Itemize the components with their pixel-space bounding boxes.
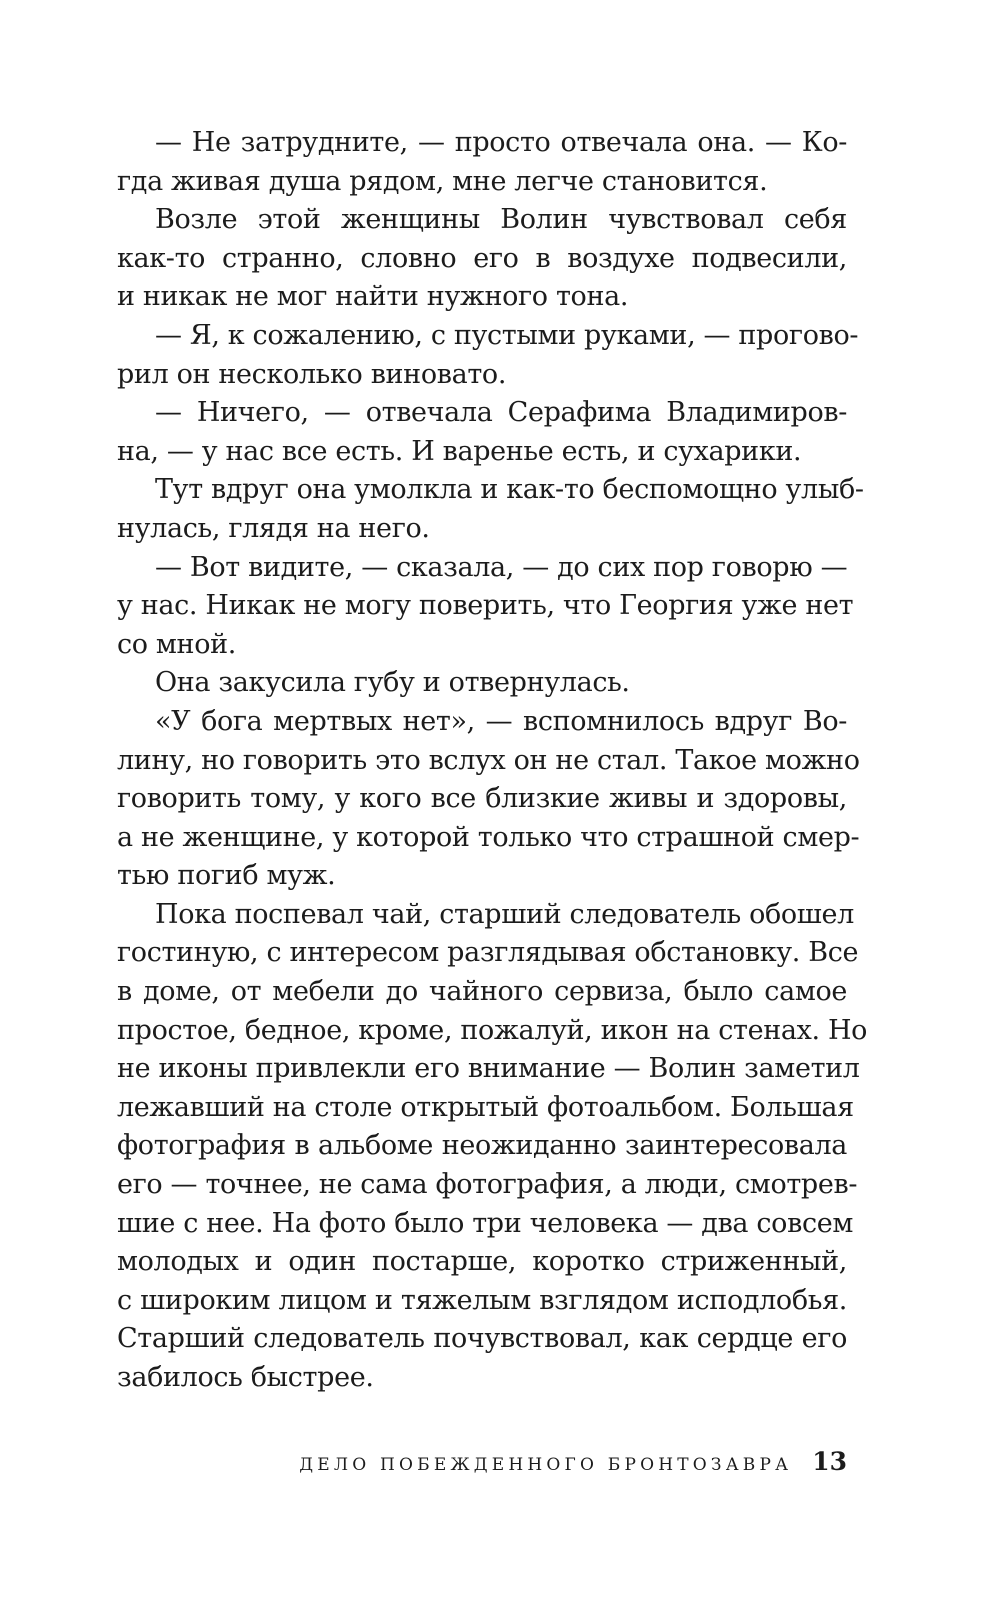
text-line: Она закусила губу и отвернулась. xyxy=(155,667,630,699)
text-line: с широким лицом и тяжелым взглядом исподлобья. xyxy=(117,1284,847,1316)
text-line: — Не затрудните, — просто отвечала она. — Ко- xyxy=(155,127,847,158)
text-line: тью погиб муж. xyxy=(117,860,336,892)
text-line: простое, бедное, кроме, пожалуй, икон на стенах. Но xyxy=(117,1014,868,1046)
text-line: рил он несколько виновато. xyxy=(117,358,507,390)
text-line: со мной. xyxy=(117,628,236,660)
text-line: а не женщине, у которой только что страшной смер- xyxy=(117,821,860,853)
text-line: забилось быстрее. xyxy=(117,1362,374,1393)
text-line: у нас. Никак не могу поверить, что Георгия уже нет xyxy=(117,590,854,622)
text-line: лину, но говорить это вслух он не стал. Такое можно xyxy=(117,744,860,776)
text-line: — Я, к сожалению, с пустыми руками, — прогово- xyxy=(155,319,859,351)
page-footer xyxy=(250,1447,847,1487)
running-title: ДЕЛО ПОБЕЖДЕННОГО БРОНТОЗАВРА xyxy=(299,1455,793,1475)
text-line: как-то странно, словно его в воздухе подвесили, xyxy=(117,242,847,274)
text-line: говорить тому, у кого все близкие живы и здоровы, xyxy=(117,783,847,815)
text-line: Тут вдруг она умолкла и как-то беспомощно улыб- xyxy=(155,474,864,506)
body-text xyxy=(117,124,868,1398)
text-line: Возле этой женщины Волин чувствовал себя xyxy=(155,204,847,236)
page-number: 13 xyxy=(812,1447,847,1476)
text-line: лежавший на столе открытый фотоальбом. Большая xyxy=(117,1091,854,1123)
text-line: его — точнее, не сама фотография, а люди, смотрев- xyxy=(117,1169,858,1201)
text-line: не иконы привлекли его внимание — Волин заметил xyxy=(117,1053,860,1085)
text-line: гостиную, с интересом разглядывая обстановку. Все xyxy=(117,937,859,969)
text-line: — Вот видите, — сказала, — до сих пор говорю — xyxy=(155,551,848,583)
text-line: «У бога мертвых нет», — вспомнилось вдруг Во- xyxy=(155,705,847,737)
text-line: нулась, глядя на него. xyxy=(117,512,430,544)
text-line: гда живая душа рядом, мне легче становится. xyxy=(117,165,768,197)
text-line: молодых и один постарше, коротко стриженный, xyxy=(117,1246,847,1278)
text-line: Старший следователь почувствовал, как сердце его xyxy=(117,1323,847,1355)
text-line: шие с нее. На фото было три человека — два совсем xyxy=(117,1207,853,1239)
text-line: в доме, от мебели до чайного сервиза, было самое xyxy=(117,976,847,1008)
text-line: Пока поспевал чай, старший следователь обошел xyxy=(155,898,854,930)
text-line: на, — у нас все есть. И варенье есть, и сухарики. xyxy=(117,435,802,467)
text-line: и никак не мог найти нужного тона. xyxy=(117,281,629,313)
text-line: фотография в альбоме неожиданно заинтересовала xyxy=(117,1130,847,1162)
text-line: — Ничего, — отвечала Серафима Владимиров- xyxy=(155,397,847,429)
